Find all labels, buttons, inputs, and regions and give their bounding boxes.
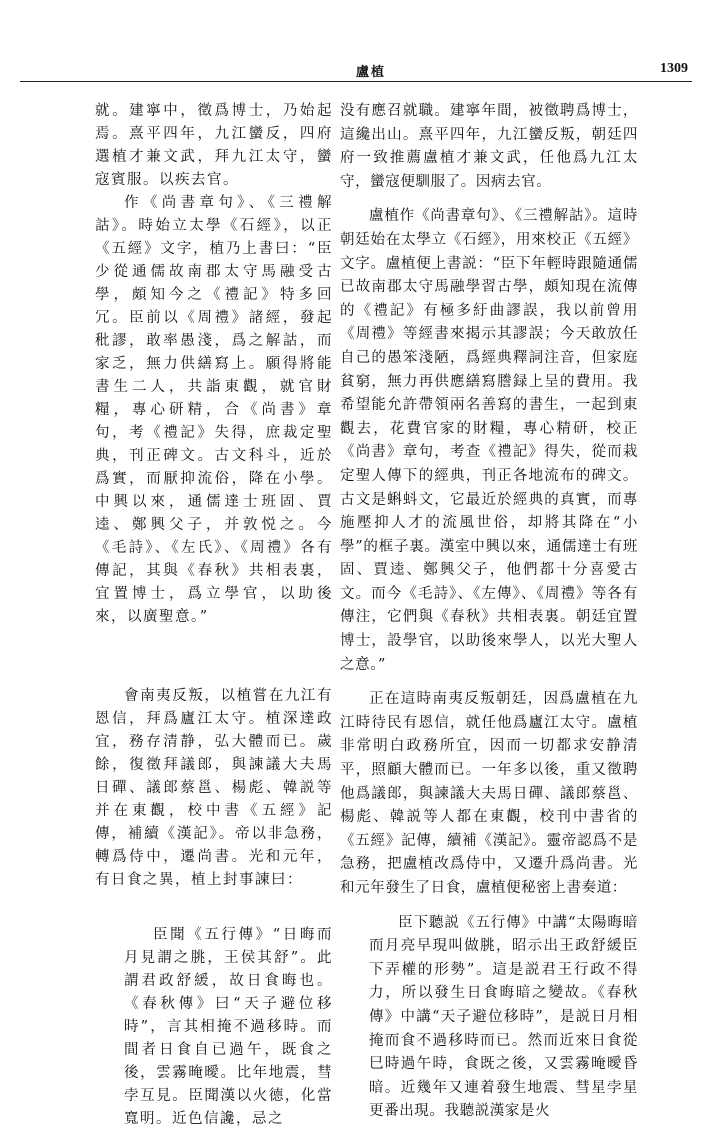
spacer [340, 677, 638, 688]
header-rule [20, 81, 692, 82]
running-title: 盧植 [356, 65, 387, 80]
spacer [95, 892, 333, 924]
paragraph: 盧植作《尚書章句》、《三禮解詁》。這時朝廷始在太學立《石經》，用來校正《五經》文字。盧植便上書説：“臣下年輕時跟隨通儒已故南郡太守馬融學習古學，頗知現在流傳的《禮記》有極多紆曲謬誤，我以前曾用《周禮》等經書來揭示其謬誤；今天敢放任自己的愚笨淺陋，爲經典釋詞注音，但家庭貧窮，無力再供應繕寫謄録上呈的費用。我希望能允許帶領兩名善寫的書生，一起到東觀去，花費官家的財糧，專心精研，校正《尚書》章句，考查《禮記》得失，從而栽定聖人傳下的經典，刊正各地流布的碑文。古文是蝌蚪文，它最近於經典的真實，而專施壓抑人才的流風世俗，却將其降在“小學”的框子裏。漢室中興以來，通儒達士有班固、賈逵、鄭興父子，他們都十分喜愛古文。而今《毛詩》、《左傳》、《周禮》等各有傳注，它們與《春秋》共相表裏。朝廷宜置博士，設學官，以助後來學人，以光大聖人之意。” [340, 208, 638, 673]
spacer [340, 901, 638, 912]
paragraph: 會南夷反叛，以植嘗在九江有恩信，拜爲廬江太守。植深達政宜，務存清静，弘大體而已。歲餘，復徵拜議郎，與諫議大夫馬日磾、議郎蔡邕、楊彪、韓説等并在東觀，校中書《五經》記傳，補續《漢記》。帝以非急務，轉爲侍中，遷尚書。光和元年，有日食之異，植上封事諫曰： [95, 688, 333, 888]
page-number: 1309 [660, 61, 688, 76]
spacer [95, 629, 333, 685]
memorial-quote: 臣下聽説《五行傳》中講“太陽晦暗而月亮早現叫做朓，昭示出王政舒緩臣下弄權的形勢”。這是説君王行政不得力，所以發生日食晦暗之變故。《春秋傳》中講“天子避位移時”，是説日月相掩而食不過移時而已。然而近來日食從巳時過午時，食既之後，又雲霧晻曖昏暗。近幾年又連着發生地震、彗星孛星更番出現。我聽説漢家是火 [369, 914, 638, 1120]
page-header [20, 61, 696, 85]
paragraph: 正在這時南夷反叛朝廷，因爲盧植在九江時待民有恩信，就任他爲廬江太守。盧植非常明白政務所宜，因而一切都求安静清平，照顧大體而已。一年多以後，重又徵聘他爲議郎，與諫議大夫馬日磾、議郎蔡邕、楊彪、韓説等人都在東觀，校刊中書省的《五經》記傳，續補《漢記》。靈帝認爲不是急務，把盧植改爲侍中，又遷升爲尚書。光和元年發生了日食，盧植便秘密上書奏道： [340, 691, 638, 896]
paragraph: 就。建寧中，徵爲博士，乃始起焉。熹平四年，九江蠻反，四府選植才兼文武，拜九江太守，蠻寇賓服。以疾去官。 [95, 103, 333, 188]
left-column-original-text [95, 100, 333, 1131]
paragraph: 作《尚書章句》、《三禮解詁》。時始立太學《石經》，以正《五經》文字，植乃上書曰：“臣少從通儒故南郡太守馬融受古學，頗知今之《禮記》特多回冗。臣前以《周禮》諸經，發起秕謬，敢率愚淺，爲之解詁，而家乏，無力供繕寫上。願得將能書生二人，共詣東觀，就官財糧，專心研精，合《尚書》章句，考《禮記》失得，庶裁定聖典，刊正碑文。古文科斗，近於爲實，而厭抑流俗，降在小學。中興以來，通儒達士班固、賈逵、鄭興父子，并敦悦之。今《毛詩》、《左氏》、《周禮》各有傳記，其與《春秋》共相表裏，宜置博士，爲立學官，以助後來，以廣聖意。” [95, 195, 333, 625]
spacer [340, 194, 638, 205]
paragraph: 没有應召就職。建寧年間，被徵聘爲博士，這纔出山。熹平四年，九江蠻反叛，朝廷四府一致推薦盧植才兼文武，任他爲九江太守，蠻寇便馴服了。因病去官。 [340, 103, 638, 190]
right-column-translation [340, 100, 638, 1124]
memorial-quote: 臣聞《五行傳》“日晦而月見謂之朓，王侯其舒”。此謂君政舒緩，故日食晦也。《春秋傳》曰“天子避位移時”，言其相掩不過移時。而間者日食自已過午，既食之後，雲霧晻曖。比年地震，彗孛互見。臣聞漢以火德，化當寬明。近色信讒，忌之 [124, 927, 333, 1127]
